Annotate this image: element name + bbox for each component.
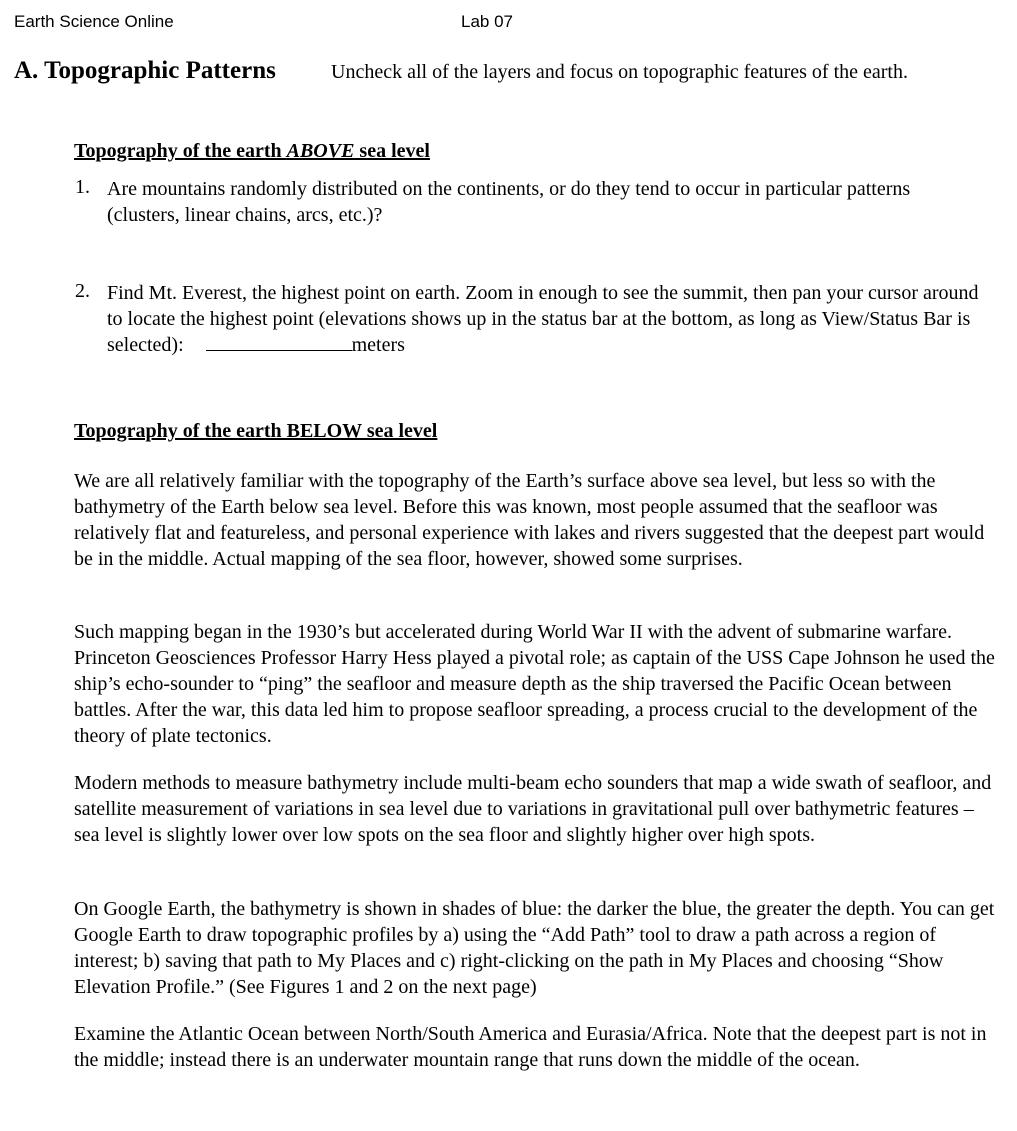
question-1-text: Are mountains randomly distributed on the continents, or do they tend to occur in particular patterns (clusters, linear chains, arcs, etc.)? — [107, 178, 911, 226]
answer-blank[interactable] — [206, 332, 352, 351]
paragraph-atlantic: Examine the Atlantic Ocean between North/South America and Eurasia/Africa. Note that the deepest part is not in the middle; instead there is an underwater mountain range that runs down the middle of the ocean. — [74, 1023, 987, 1071]
question-2-text: Find Mt. Everest, the highest point on earth. Zoom in enough to see the summit, then pan your cursor around to locate the highest point (elevations shows up in the status bar at the bottom, as long as View/Status Bar is selected): — [107, 282, 979, 356]
answer-unit: meters — [351, 334, 405, 356]
section-title: A. Topographic Patterns — [14, 57, 276, 84]
above-sea-level-heading — [74, 140, 430, 163]
paragraph-google-earth: On Google Earth, the bathymetry is shown in shades of blue: the darker the blue, the greater the depth. You can get Google Earth to draw topographic profiles by a) using the “Add Path” tool to draw a path across a region of interest; b) saving that path to My Places and c) right-clicking on the path in My Places and choosing “Show Elevation Profile.” (See Figures 1 and 2 on the next page) — [74, 898, 995, 998]
question-2-number: 2. — [75, 280, 90, 302]
paragraph-familiar-topography: We are all relatively familiar with the topography of the Earth’s surface above sea level, but less so with the bathymetry of the Earth below sea level. Before this was known, most people assumed that the seafloor was relatively flat and featureless, and personal experience with lakes and rivers suggested that the deepest part would be in the middle. Actual mapping of the sea floor, however, showed some surprises. — [74, 470, 985, 570]
above-heading-emphasis: ABOVE — [286, 140, 355, 162]
question-2 — [107, 280, 987, 358]
paragraph-modern-methods: Modern methods to measure bathymetry include multi-beam echo sounders that map a wide swath of seafloor, and satellite measurement of variations in sea level due to variations in gravitational pull over bathymetric features – sea level is slightly lower over low spots on the sea floor and slightly higher over high spots. — [74, 772, 992, 846]
below-sea-level-heading: Topography of the earth BELOW sea level — [74, 420, 438, 442]
course-name: Earth Science Online — [14, 12, 174, 31]
question-1-number: 1. — [75, 176, 90, 198]
above-heading-pre: Topography of the earth — [74, 140, 287, 162]
section-intro: Uncheck all of the layers and focus on topographic features of the earth. — [331, 61, 908, 83]
paragraph-mapping-history: Such mapping began in the 1930’s but accelerated during World War II with the advent of submarine warfare. Princeton Geosciences Professor Harry Hess played a pivotal role; as captain of the USS Cape Johnson he used the ship’s echo-sounder to “ping” the seafloor and measure depth as the ship traversed the Pacific Ocean between battles. After the war, this data led him to propose seafloor spreading, a process crucial to the development of the theory of plate tectonics. — [74, 621, 995, 747]
above-heading-post: sea level — [354, 140, 430, 162]
lab-number: Lab 07 — [461, 12, 513, 31]
